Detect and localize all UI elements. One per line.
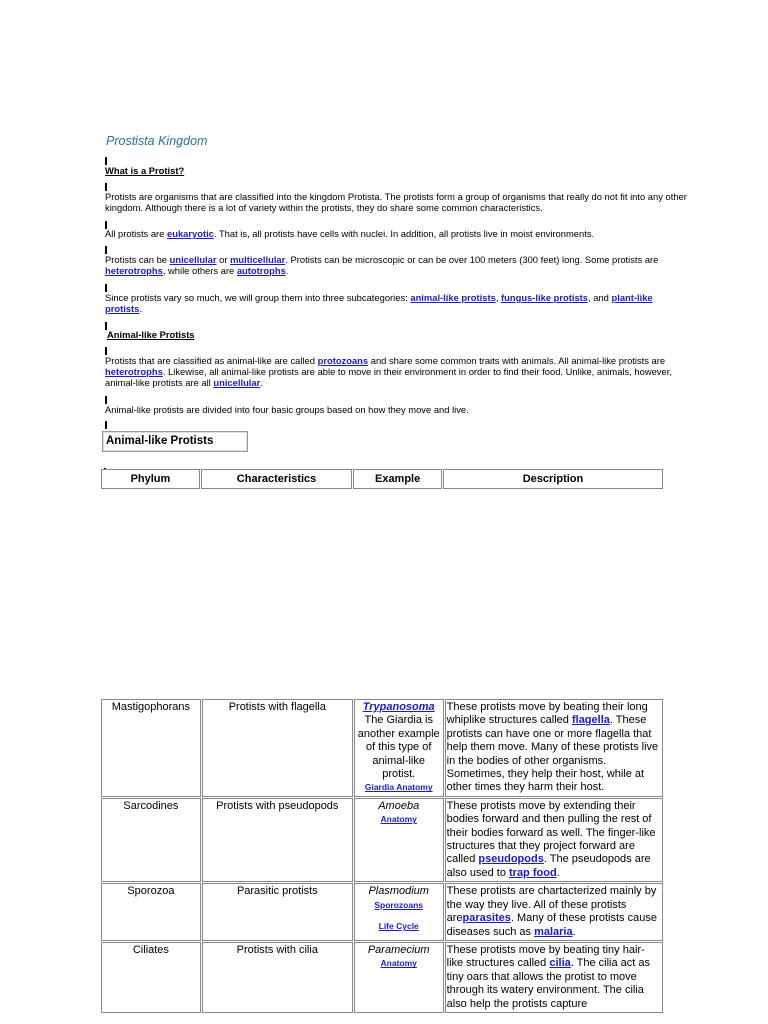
example-name: Paramecium — [367, 943, 430, 956]
paragraph-marker — [105, 157, 107, 165]
description-cell: These protists move by beating their long whiplike structures called flagella. These protists can have one or more flagella that help them move. Many of these protists live in the bodies of other organisms. Sometimes, they help their host, while at other times they harm their host. — [445, 699, 663, 797]
animal-like-box-heading: Animal-like Protists — [102, 431, 248, 452]
cells-paragraph: Protists can be unicellular or multicellular. Protists can be microscopic or can be over 100 meters (300 feet) long. Some protists are heterotrophs, while others are autotrophs. — [105, 254, 659, 276]
header-phylum: Phylum — [101, 469, 200, 489]
amoeba-anatomy-link[interactable]: Anatomy — [380, 814, 417, 825]
paragraph-marker — [105, 246, 107, 254]
table-row — [101, 883, 663, 941]
intro-paragraph: Protists are organisms that are classified into the kingdom Protista. The protists form a group of organisms that really do not fit into any other kingdom. Although there is a lot of variety within the protists, they do share some common characteristics. — [105, 191, 687, 213]
heterotrophs-link-2[interactable]: heterotrophs — [105, 366, 163, 377]
eukaryotic-paragraph: All protists are eukaryotic. That is, all protists have cells with nuclei. In addition, all protists live in moist environments. — [105, 228, 595, 239]
groups-paragraph: Since protists vary so much, we will group them into three subcategories: animal-like protists, fungus-like protists, and plant-like protists. — [105, 292, 653, 314]
malaria-link[interactable]: malaria — [534, 925, 573, 938]
paragraph-marker — [105, 183, 107, 191]
multicellular-link[interactable]: multicellular — [230, 254, 286, 265]
autotrophs-link[interactable]: autotrophs — [236, 265, 286, 276]
phylum-cell: Sporozoa — [101, 883, 201, 941]
example-text: The Giardia is another example of this type of animal-like protist. — [357, 714, 440, 781]
header-description: Description — [443, 469, 663, 489]
table-header-row — [101, 469, 663, 489]
groups-intro-paragraph: Animal-like protists are divided into four basic groups based on how they move and live. — [105, 404, 469, 415]
header-characteristics: Characteristics — [201, 469, 352, 489]
description-cell: These protists are chartacterized mainly by the way they live. All of these protists areparasites. Many of these protists cause diseases such as malaria. — [445, 883, 663, 941]
trap-food-link[interactable]: trap food — [509, 866, 557, 879]
characteristics-cell: Protists with flagella — [202, 699, 353, 797]
characteristics-cell: Parasitic protists — [202, 883, 353, 941]
characteristics-cell: Protists with cilia — [202, 942, 353, 1013]
example-cell — [354, 883, 444, 941]
phylum-cell: Mastigophorans — [101, 699, 201, 797]
sporozoans-link[interactable]: Sporozoans — [374, 899, 424, 910]
plant-like-protists-link[interactable]: plant-like protists — [105, 292, 653, 314]
table-row — [101, 798, 663, 882]
table-header — [100, 468, 664, 490]
phylum-cell: Sarcodines — [101, 798, 201, 882]
paragraph-marker — [105, 347, 107, 355]
giardia-anatomy-link[interactable]: Giardia Anatomy — [364, 782, 433, 793]
example-name: Plasmodium — [368, 885, 429, 898]
eukaryotic-link[interactable]: eukaryotic — [167, 228, 214, 239]
what-heading: What is a Protist? — [105, 165, 185, 176]
phylum-cell: Ciliates — [101, 942, 201, 1013]
cilia-link[interactable]: cilia — [549, 957, 571, 970]
example-cell — [354, 942, 444, 1013]
example-cell — [354, 699, 444, 797]
protist-table — [100, 698, 664, 1014]
table-row — [101, 942, 663, 1013]
protozoans-link[interactable]: protozoans — [317, 355, 369, 366]
flagella-link[interactable]: flagella — [571, 714, 610, 727]
paramecium-anatomy-link[interactable]: Anatomy — [380, 958, 417, 969]
unicellular-link-2[interactable]: unicellular — [213, 377, 261, 388]
fungus-like-protists-link[interactable]: fungus-like protists — [501, 292, 589, 303]
parasites-link[interactable]: parasites — [462, 912, 511, 925]
description-cell: These protists move by beating tiny hair-like structures called cilia. The cilia act as tiny oars that allows the protist to move through its watery environment. The cilia also help the protists capture — [445, 942, 663, 1013]
example-name: Amoeba — [378, 799, 420, 812]
page-title: Prostista Kingdom — [106, 134, 208, 148]
life-cycle-link[interactable]: Life Cycle — [378, 921, 419, 932]
table-row — [101, 699, 663, 797]
description-cell: These protists move by extending their bodies forward and then pulling the rest of their bodies forward as well. The finger-like structures that they project forward are called pseudopods. The pseudopods are also used to trap food. — [445, 798, 663, 882]
example-cell — [354, 798, 444, 882]
paragraph-marker — [105, 284, 107, 292]
animal-like-heading: Animal-like Protists — [107, 329, 195, 340]
pseudopods-link[interactable]: pseudopods — [478, 853, 544, 866]
heterotrophs-link[interactable]: heterotrophs — [105, 265, 163, 276]
unicellular-link[interactable]: unicellular — [169, 254, 217, 265]
animal-like-paragraph: Protists that are classified as animal-like are called protozoans and share some common traits with animals. All animal-like protists are heterotrophs. Likewise, all animal-like protists are able to move in their environment in order to find their food. Unlike, animals, however, animal-like protists are all unicellular. — [105, 355, 672, 388]
animal-like-protists-link[interactable]: animal-like protists — [410, 292, 496, 303]
trypanosoma-link[interactable]: Trypanosoma — [362, 701, 435, 713]
paragraph-marker — [105, 396, 107, 404]
paragraph-marker — [105, 421, 107, 429]
header-example: Example — [353, 469, 442, 489]
characteristics-cell: Protists with pseudopods — [202, 798, 353, 882]
